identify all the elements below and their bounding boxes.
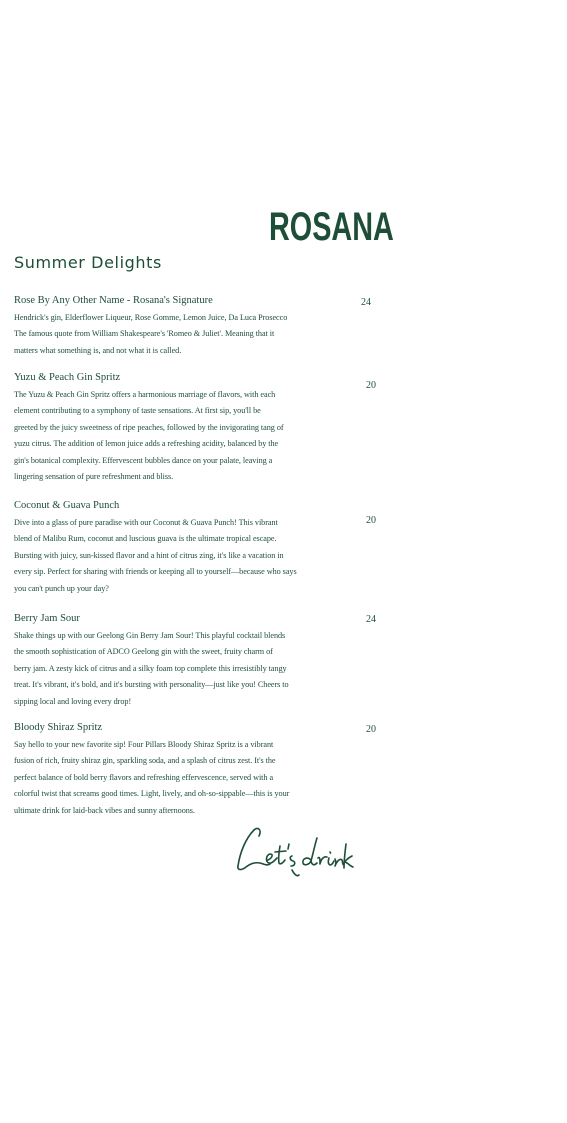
item-description-line: sipping local and loving every drop!	[14, 696, 132, 706]
item-description-line: The famous quote from William Shakespeare's 'Romeo & Juliet'. Meaning that it	[14, 329, 275, 339]
item-price: 20	[366, 515, 376, 526]
menu-item	[14, 612, 344, 710]
item-description-line: treat. It's vibrant, it's bold, and it's bursting with personality—just like you! Cheers to	[14, 680, 289, 690]
item-description-line: ultimate drink for laid-back vibes and sunny afternoons.	[14, 805, 195, 815]
item-description	[14, 737, 344, 819]
menu-item	[14, 371, 344, 485]
item-description-line: you can't punch up your day?	[14, 583, 109, 593]
item-description-line: every sip. Perfect for sharing with friends or keeping all to yourself—because who says	[14, 567, 297, 577]
item-description-line: yuzu citrus. The addition of lemon juice adds a refreshing acidity, balanced by the	[14, 439, 279, 449]
item-description-line: fusion of rich, fruity shiraz gin, sparkling soda, and a splash of citrus zest. It's the	[14, 756, 276, 766]
item-description-line: greeted by the juicy sweetness of ripe peaches, followed by the invigorating tang of	[14, 422, 284, 432]
lets-drink-signature	[232, 822, 356, 878]
item-name: Rose By Any Other Name - Rosana's Signature	[14, 295, 213, 306]
item-description	[14, 628, 344, 710]
item-price: 24	[361, 297, 371, 308]
item-description	[14, 515, 344, 597]
item-name: Berry Jam Sour	[14, 613, 80, 624]
item-description	[14, 310, 344, 359]
item-price: 20	[366, 724, 376, 735]
menu-item	[14, 721, 344, 819]
item-description-line: perfect balance of bold berry flavors and refreshing effervescence, served with a	[14, 772, 274, 782]
brand-logo: ROSANA	[269, 205, 394, 249]
item-description-line: matters what something is, and not what it is called.	[14, 345, 182, 355]
item-name: Bloody Shiraz Spritz	[14, 722, 103, 733]
section-title: Summer Delights	[14, 253, 162, 272]
item-price: 20	[366, 380, 376, 391]
item-description-line: the smooth sophistication of ADCO Geelong gin with the sweet, fruity charm of	[14, 647, 273, 657]
item-price: 24	[366, 614, 376, 625]
item-description-line: Hendrick's gin, Elderflower Liqueur, Rose Gomme, Lemon Juice, Da Luca Prosecco	[14, 313, 288, 322]
menu-item	[14, 294, 344, 359]
item-description-line: Say hello to your new favorite sip! Four Pillars Bloody Shiraz Spritz is a vibrant	[14, 740, 274, 749]
item-description-line: Shake things up with our Geelong Gin Berry Jam Sour! This playful cocktail blends	[14, 631, 286, 640]
item-description-line: berry jam. A zesty kick of citrus and a silky foam top complete this irresistibly tangy	[14, 663, 287, 673]
item-name: Coconut & Guava Punch	[14, 500, 120, 511]
item-name: Yuzu & Peach Gin Spritz	[14, 372, 121, 383]
item-description-line: lingering sensation of pure refreshment and bliss.	[14, 472, 174, 482]
item-description-line: Bursting with juicy, sun-kissed flavor and a hint of citrus zing, it's like a vacation in	[14, 550, 284, 560]
item-description-line: Dive into a glass of pure paradise with our Coconut & Guava Punch! This vibrant	[14, 518, 278, 527]
item-description-line: blend of Malibu Rum, coconut and luscious guava is the ultimate tropical escape.	[14, 534, 277, 544]
item-description	[14, 387, 344, 485]
item-description-line: The Yuzu & Peach Gin Spritz offers a harmonious marriage of flavors, with each	[14, 390, 276, 399]
menu-item	[14, 499, 344, 597]
item-description-line: element contributing to a symphony of taste sensations. At first sip, you'll be	[14, 406, 261, 416]
item-description-line: colorful twist that screams good times. Light, lively, and oh-so-sippable—this is your	[14, 789, 290, 799]
item-description-line: gin's botanical complexity. Effervescent bubbles dance on your palate, leaving a	[14, 455, 273, 465]
